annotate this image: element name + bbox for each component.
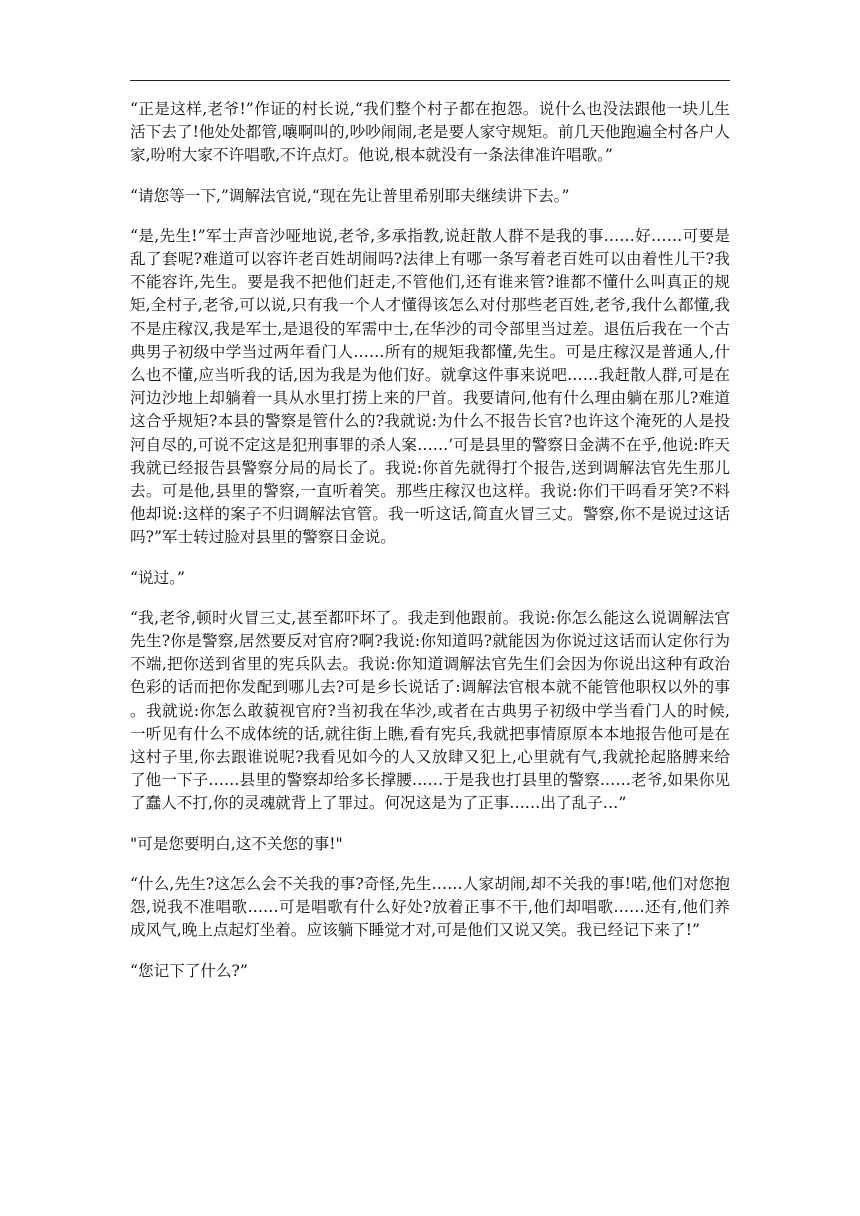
document-body xyxy=(130,98,730,1000)
paragraph-sergeant-statement: “是,先生!”军士声音沙哑地说,老爷,多承指教,说赶散人群不是我的事……好……可要是乱了套呢?难道可以容许老百姓胡闹吗?法律上有哪一条写着老百姓可以由着性儿干?我不能容许,先生。要是我不把他们赶走,不管他们,还有谁来管?谁都不懂什么叫真正的规矩,全村子,老爷,可以说,只有我一个人才懂得该怎么对付那些老百姓,老爷,我什么都懂,我不是庄稼汉,我是军士,是退役的军需中士,在华沙的司令部里当过差。退伍后我在一个古典男子初级中学当过两年看门人……所有的规矩我都懂,先生。可是庄稼汉是普通人,什么也不懂,应当听我的话,因为我是为他们好。就拿这件事来说吧……我赶散人群,可是在河边沙地上却躺着一具从水里打捞上来的尸首。我要请问,他有什么理由躺在那儿?难道这合乎规矩?本县的警察是管什么的?我就说:为什么不报告长官?也许这个淹死的人是投河自尽的,可说不定这是犯刑事罪的杀人案……’可是县里的警察日金满不在乎,他说:昨天我就已经报告县警察分局的局长了。我说:你首先就得打个报告,送到调解法官先生那儿去。可是他,县里的警察,一直听着笑。那些庄稼汉也这样。我说:你们干吗看牙笑?不料他却说:这样的案子不归调解法官管。我一听这话,简直火冒三丈。警察,你不是说过这话吗?”军士转过脸对县里的警察日金说。 xyxy=(130,226,730,547)
paragraph-policeman-reply: “说过。” xyxy=(130,568,185,587)
header-rule xyxy=(130,80,730,81)
paragraph-sergeant-protest: “什么,先生?这怎么会不关我的事?奇怪,先生……人家胡闹,却不关我的事!喏,他们对您抱怨,说我不准唱歌……可是唱歌有什么好处?放着正事不干,他们却唱歌……还有,他们养成风气,晚上点起灯坐着。应该躺下睡觉才对,可是他们又说又笑。我已经记下来了!” xyxy=(130,874,730,940)
paragraph-judge-question: “您记下了什么?” xyxy=(130,961,248,980)
paragraph-judge-remark: "可是您要明白,这不关您的事!" xyxy=(130,834,343,853)
paragraph-judge-request: “请您等一下,”调解法官说,“现在先让普里希别耶夫继续讲下去。” xyxy=(130,186,570,205)
paragraph-sergeant-anger: “我,老爷,顿时火冒三丈,甚至都吓坏了。我走到他跟前。我说:你怎么能这么说调解法官先生?你是警察,居然要反对官府?啊?我说:你知道吗?就能因为你说过这话而认定你行为不端,把你送到省里的宪兵队去。我说:你知道调解法官先生们会因为你说出这种有政治色彩的话而把你发配到哪儿去?可是乡长说话了:调解法官根本就不能管他职权以外的事。我就说:你怎么敢藐视官府?当初我在华沙,或者在古典男子初级中学当看门人的时候,一听见有什么不成体统的话,就往街上瞧,看有宪兵,我就把事情原原本本地报告他可是在这村子里,你去跟谁说呢?我看见如今的人又放肆又犯上,心里就有气,我就抡起胳膊来给了他一下子……县里的警察却给多长撑腰……于是我也打县里的警察……老爷,如果你见了蠢人不打,你的灵魂就背上了罪过。何况这是为了正事……出了乱子…” xyxy=(130,608,730,813)
paragraph-village-elder: “正是这样,老爷!”作证的村长说,“我们整个村子都在抱怨。说什么也没法跟他一块儿生活下去了!他处处都管,嚷啊叫的,吵吵闹闹,老是要人家守规矩。前几天他跑遍全村各户人家,吩咐大家不许唱歌,不许点灯。他说,根本就没有一条法律准许唱歌。” xyxy=(130,100,730,165)
